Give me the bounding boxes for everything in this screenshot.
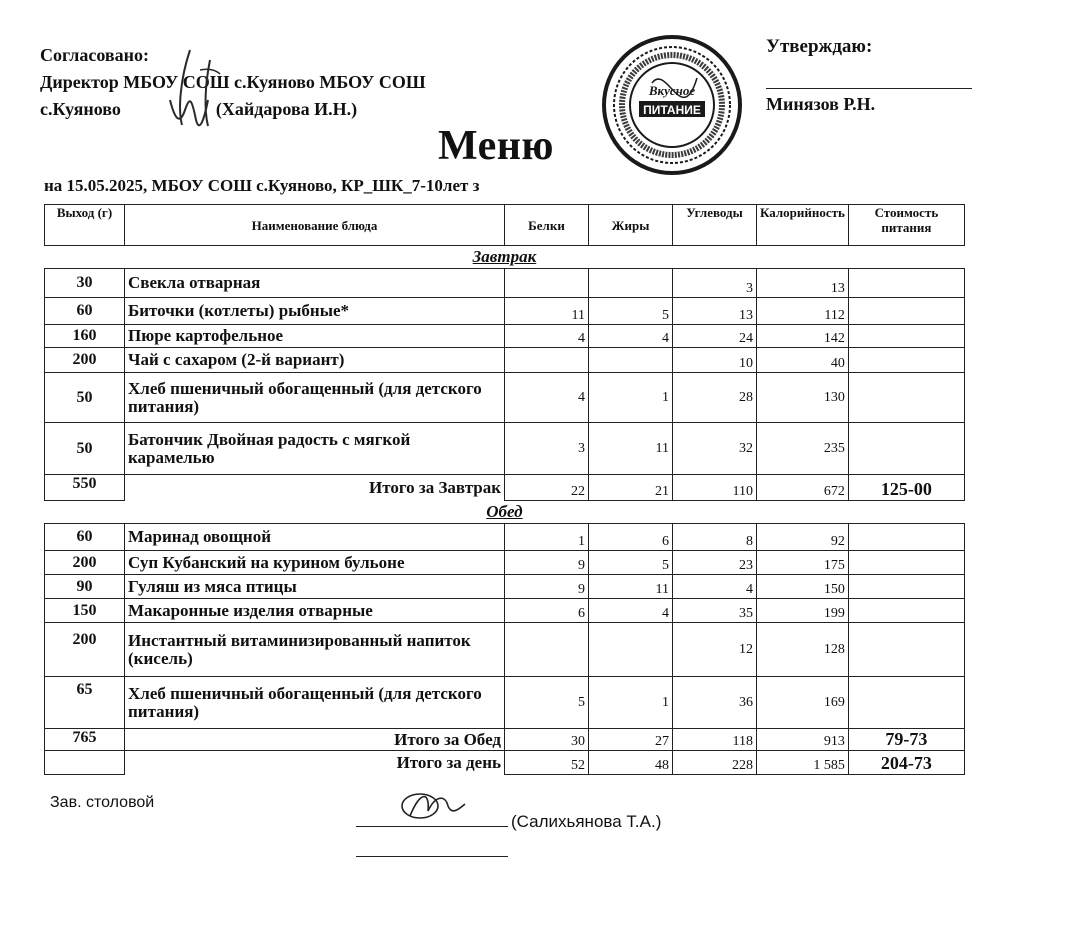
svg-text:ПИТАНИЕ: ПИТАНИЕ [643,103,701,117]
cell-fat-day: 48 [589,751,673,775]
cell-dish: Хлеб пшеничный обогащенный (для детского питания) [125,373,505,423]
cell-protein: 1 [505,524,589,551]
table-row [45,373,965,423]
cell-dish: Биточки (котлеты) рыбные* [125,298,505,325]
cell-carbs: 28 [673,373,757,423]
cell-calories: 130 [757,373,849,423]
col-cost-header: Стоимость питания [848,205,964,246]
col-output-header: Выход (г) [45,205,125,246]
cell-protein: 5 [505,677,589,729]
cell-carbs: 10 [673,348,757,373]
cell-output: 30 [45,269,125,298]
table-row [45,524,965,551]
director-line: Директор МБОУ СОШ с.Куяново МБОУ СОШ [40,72,426,92]
cell-fat: 4 [589,599,673,623]
cell-fat: 11 [589,423,673,475]
cell-cost [848,524,964,551]
cell-fat: 1 [589,373,673,423]
cell-output: 160 [45,325,125,348]
breakfast-total-label: Итого за Завтрак [125,475,505,501]
cell-calories: 235 [757,423,849,475]
approver-name: Минязов Р.Н. [766,94,876,114]
agreed-label: Согласовано: [40,45,149,65]
cell-carbs: 13 [673,298,757,325]
col-protein-header: Белки [505,205,589,246]
cell-fat-total: 21 [589,475,673,501]
section-breakfast-label: Завтрак [472,247,537,266]
col-calories-header: Калорийность [757,205,849,246]
cell-protein-total: 30 [505,729,589,751]
table-row [45,269,965,298]
lunch-cost: 79-73 [848,729,964,751]
approve-label: Утверждаю: [766,36,873,57]
table-row [45,599,965,623]
cell-calories: 13 [757,269,849,298]
approve-signature-line [766,88,972,89]
stamp-seal [597,33,747,178]
cell-cost [848,575,964,599]
cell-fat: 1 [589,677,673,729]
cell-protein: 3 [505,423,589,475]
cell-calories: 142 [757,325,849,348]
cell-carbs: 4 [673,575,757,599]
cell-protein: 11 [505,298,589,325]
cell-output: 90 [45,575,125,599]
cell-protein: 4 [505,325,589,348]
cell-calories: 169 [757,677,849,729]
page-title: Меню [438,123,555,169]
breakfast-cost: 125-00 [848,475,964,501]
cell-cost [848,298,964,325]
cell-protein: 4 [505,373,589,423]
menu-table [44,204,965,775]
cell-output: 150 [45,599,125,623]
section-row [45,501,965,524]
cell-dish: Суп Кубанский на курином бульоне [125,551,505,575]
cell-protein-total: 22 [505,475,589,501]
cell-carbs-total: 118 [673,729,757,751]
cell-fat [589,269,673,298]
cell-cost [848,348,964,373]
cell-calories: 175 [757,551,849,575]
table-row [45,575,965,599]
table-header-row [45,205,965,246]
cell-output: 50 [45,373,125,423]
village-label: с.Куяново [40,99,121,119]
table-row [45,551,965,575]
lunch-total-row [45,729,965,751]
cell-dish: Макаронные изделия отварные [125,599,505,623]
table-row [45,298,965,325]
cell-calories: 40 [757,348,849,373]
cell-fat: 5 [589,551,673,575]
day-cost: 204-73 [848,751,964,775]
cell-output-total: 765 [45,729,125,751]
table-row [45,348,965,373]
signature-line-lower [356,856,508,857]
cell-calories: 150 [757,575,849,599]
lunch-total-label: Итого за Обед [125,729,505,751]
cell-carbs: 3 [673,269,757,298]
cell-output: 200 [45,551,125,575]
cell-dish: Чай с сахаром (2-й вариант) [125,348,505,373]
cell-cost [848,623,964,677]
section-row [45,246,965,269]
cell-fat [589,348,673,373]
cell-cost [848,269,964,298]
table-row [45,325,965,348]
day-total-row [45,751,965,775]
cell-fat: 5 [589,298,673,325]
cell-carbs: 36 [673,677,757,729]
cell-cost [848,677,964,729]
cell-carbs: 8 [673,524,757,551]
menu-subtitle: на 15.05.2025, МБОУ СОШ с.Куяново, КР_ШК_7-10лет з [44,176,480,195]
day-total-label: Итого за день [125,751,505,775]
cell-fat: 11 [589,575,673,599]
cell-dish: Хлеб пшеничный обогащенный (для детского питания) [125,677,505,729]
cell-protein: 9 [505,551,589,575]
cell-calories-day: 1 585 [757,751,849,775]
cell-fat: 4 [589,325,673,348]
breakfast-total-row [45,475,965,501]
cell-protein: 9 [505,575,589,599]
cell-dish: Гуляш из мяса птицы [125,575,505,599]
cell-calories-total: 672 [757,475,849,501]
cell-protein [505,623,589,677]
cell-calories: 128 [757,623,849,677]
col-fat-header: Жиры [589,205,673,246]
cell-calories-total: 913 [757,729,849,751]
cell-carbs-total: 110 [673,475,757,501]
cell-dish: Пюре картофельное [125,325,505,348]
cell-output: 200 [45,623,125,677]
canteen-head-name: (Салихьянова Т.А.) [511,812,662,831]
cell-protein [505,348,589,373]
cell-cost [848,599,964,623]
cell-output-day [45,751,125,775]
section-lunch-label: Обед [486,502,523,521]
cell-dish: Батончик Двойная радость с мягкой карамелью [125,423,505,475]
cell-output: 60 [45,298,125,325]
table-row [45,423,965,475]
cell-output: 65 [45,677,125,729]
col-carbs-header: Углеводы [673,205,757,246]
cell-cost [848,373,964,423]
cell-carbs: 35 [673,599,757,623]
cell-carbs: 23 [673,551,757,575]
cell-carbs: 32 [673,423,757,475]
director-signature [150,40,240,130]
cell-carbs-day: 228 [673,751,757,775]
cell-calories: 112 [757,298,849,325]
cell-carbs: 12 [673,623,757,677]
cell-calories: 92 [757,524,849,551]
svg-text:Вкусное: Вкусное [648,83,696,98]
cell-protein-day: 52 [505,751,589,775]
cell-dish: Свекла отварная [125,269,505,298]
cell-output: 200 [45,348,125,373]
col-dish-header: Наименование блюда [125,205,505,246]
cell-output-total: 550 [45,475,125,501]
cell-protein: 6 [505,599,589,623]
director-name: (Хайдарова И.Н.) [215,99,358,119]
canteen-head-signature [390,786,470,826]
cell-cost [848,423,964,475]
canteen-head-label: Зав. столовой [50,794,155,811]
cell-output: 50 [45,423,125,475]
cell-calories: 199 [757,599,849,623]
cell-output: 60 [45,524,125,551]
cell-cost [848,551,964,575]
cell-fat: 6 [589,524,673,551]
cell-protein [505,269,589,298]
signature-line [356,826,508,827]
table-row [45,677,965,729]
cell-dish: Маринад овощной [125,524,505,551]
table-row [45,623,965,677]
cell-fat-total: 27 [589,729,673,751]
cell-carbs: 24 [673,325,757,348]
cell-fat [589,623,673,677]
cell-cost [848,325,964,348]
cell-dish: Инстантный витаминизированный напиток (кисель) [125,623,505,677]
